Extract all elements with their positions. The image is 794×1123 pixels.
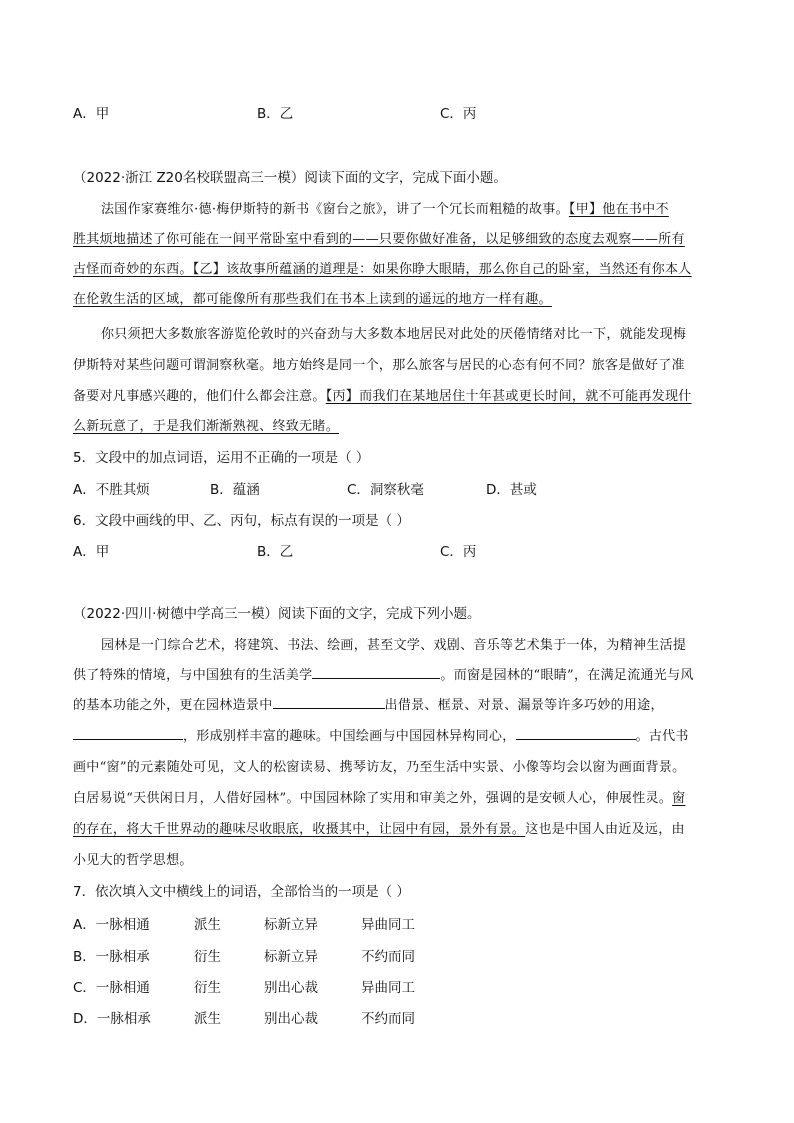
passage1-line: 伊斯特对某些问题可谓洞察秋毫。地方始终是同一个，那么旅客与居民的心态有何不同？旅客是做好了准: [73, 358, 685, 373]
option-b[interactable]: B．乙: [257, 106, 294, 122]
q6-option-b[interactable]: B．乙: [257, 544, 294, 560]
q5-option-a[interactable]: A．不胜其烦: [73, 482, 150, 498]
question-5-stem: 5．文段中的加点词语，运用不正确的一项是（ ）: [73, 450, 370, 466]
passage1-line: 你只须把大多数旅客游览伦敦时的兴奋劲与大多数本地居民对此处的厌倦情绪对比一下，就能发现梅: [101, 327, 687, 342]
question-6-stem: 6．文段中画线的甲、乙、丙句，标点有误的一项是（ ）: [73, 513, 410, 529]
passage2-line: 的基本功能之外，更在园林造景中 出借景、框景、对景、漏景等许多巧妙的用途，: [73, 698, 664, 713]
q6-option-a[interactable]: A．甲: [73, 544, 110, 560]
passage1-line: 备要对凡事感兴趣的，他们什么都会注意。【丙】而我们在某地居住十年甚或更长时间，就不可能再发现什: [73, 389, 692, 404]
q5-option-d[interactable]: D．甚或: [486, 482, 537, 498]
fill-blank-3[interactable]: [73, 727, 183, 740]
passage2-line: 的存在，将大千世界动的趣味尽收眼底，收摄其中，让园中有园，景外有景。这也是中国人由近及远，由: [73, 822, 685, 837]
passage1-line: 古怪而奇妙的东西。【乙】该故事所蕴涵的道理是：如果你睁大眼睛，那么你自己的卧室，当然还有你本人: [73, 262, 692, 277]
passage2-line: 供了特殊的情境，与中国独有的生活美学 。而窗是园林的“眼睛”，在满足流通光与风: [73, 668, 694, 683]
fill-blank-1[interactable]: [312, 666, 440, 679]
passage2-line: 小见大的哲学思想。: [73, 853, 193, 868]
q6-option-c[interactable]: C．丙: [440, 544, 477, 560]
option-c[interactable]: C．丙: [440, 106, 477, 122]
section2-heading: （2022·四川·树德中学高三一模）阅读下面的文字，完成下列小题。: [73, 606, 481, 622]
q5-option-c[interactable]: C．洞察秋毫: [347, 482, 424, 498]
passage2-line: 园林是一门综合艺术，将建筑、书法、绘画，甚至文学、戏剧、音乐等艺术集于一体，为精神生活提: [101, 638, 687, 653]
passage2-line: 画中“窗”的元素随处可见，文人的松窗读易、携琴访友，乃至生活中实景、小像等均会以窗为画面背景。: [73, 760, 686, 775]
section1-heading: （2022·浙江 Z20名校联盟高三一模）阅读下面的文字，完成下面小题。: [73, 170, 507, 186]
passage1-line: 法国作家赛维尔·德·梅伊斯特的新书《窗台之旅》，讲了一个冗长而粗糙的故事。【甲】他在书中不: [101, 202, 669, 217]
document-page: A．甲 B．乙 C．丙 （2022·浙江 Z20名校联盟高三一模）阅读下面的文字，完成下面小题。 法国作家赛维尔·德·梅伊斯特的新书《窗台之旅》，讲了一个冗长而粗糙的故事。【甲】他在书中不 胜其烦地描述了你可能在一间平常卧室中看到的——只要你做好准备，以足够细致的态度去观察——所有 古怪而奇妙的东西。【乙】该故事所蕴涵的道理是：如果你睁大眼睛，那么你自己的卧室，当然还有你本人 在伦敦生活的区域，都可能像所有那些我们在书本上读到的遥远的地方一样有趣。 你只须把大多数旅客游览伦敦时的兴奋劲与大多数本地居民对此处的厌倦情绪对比一下，就能发现梅 伊斯特对某些问题可谓洞察秋毫。地方始终是同一个，那么旅客与居民的心态有何不同？旅客是做好了准 备要对凡事感兴趣的，他们什么都会注意。【丙】而我们在某地居住十年甚或更长时间，就不可能再发现什 么新玩意了，于是我们渐渐熟视、终致无睹。 5．文段中的加点词语，运用不正确的一项是（ ） A．不胜其烦 B．蕴涵 C．洞察秋毫 D．甚或 6．文段中画线的甲、乙、丙句，标点有误的一项是（ ） A．甲 B．乙 C．丙 （2022·四川·树德中学高三一模）阅读下面的文字，完成下列小题。 园林是一门综合艺术，将建筑、书法、绘画，甚至文学、戏剧、音乐等艺术集于一体，为精神生活提 供了特殊的情境，与中国独有的生活美学 。而窗是园林的“眼睛”，在满足流通光与风 的基本功能之外，更在园林造景中 出借景、框景、对景、漏景等许多巧妙的用途， ，形成别样丰富的趣味。中国绘画与中国园林异构同心， 。古代书 画中“窗”的元素随处可见，文人的松窗读易、携琴访友，乃至生活中实景、小像等均会以窗为画面背景。 白居易说“天供闲日月，人借好园林”。中国园林除了实用和审美之外，强调的是安顿人心，伸展性灵。窗 的存在，将大千世界动的趣味尽收眼底，收摄其中，让园中有园，景外有景。这也是中国人由近及远，由 小见大的哲学思想。 7．依次填入文中横线上的词语，全部恰当的一项是（ ） A．一脉相通 派生 标新立异 异曲同工 B．一脉相承 衍生 标新立异 不约而同 C．一脉相通 衍生 别出心裁 异曲同工 D．一脉相承 派生 别出心裁 不约而同: [0, 0, 794, 1123]
passage2-line: 白居易说“天供闲日月，人借好园林”。中国园林除了实用和审美之外，强调的是安顿人心，伸展性灵。窗: [73, 791, 686, 806]
passage2-line: ，形成别样丰富的趣味。中国绘画与中国园林异构同心， 。古代书: [73, 725, 689, 744]
question-7-stem: 7．依次填入文中横线上的词语，全部恰当的一项是（ ）: [73, 884, 410, 900]
option-a[interactable]: A．甲: [73, 106, 110, 122]
q5-option-b[interactable]: B．蕴涵: [210, 482, 260, 498]
fill-blank-2[interactable]: [273, 696, 385, 709]
passage1-line: 么新玩意了，于是我们渐渐熟视、终致无睹。: [73, 419, 340, 434]
fill-blank-4[interactable]: [516, 727, 636, 740]
passage1-line: 在伦敦生活的区域，都可能像所有那些我们在书本上读到的遥远的地方一样有趣。: [73, 292, 552, 307]
passage1-line: 胜其烦地描述了你可能在一间平常卧室中看到的——只要你做好准备，以足够细致的态度去观察——所有: [73, 232, 685, 247]
